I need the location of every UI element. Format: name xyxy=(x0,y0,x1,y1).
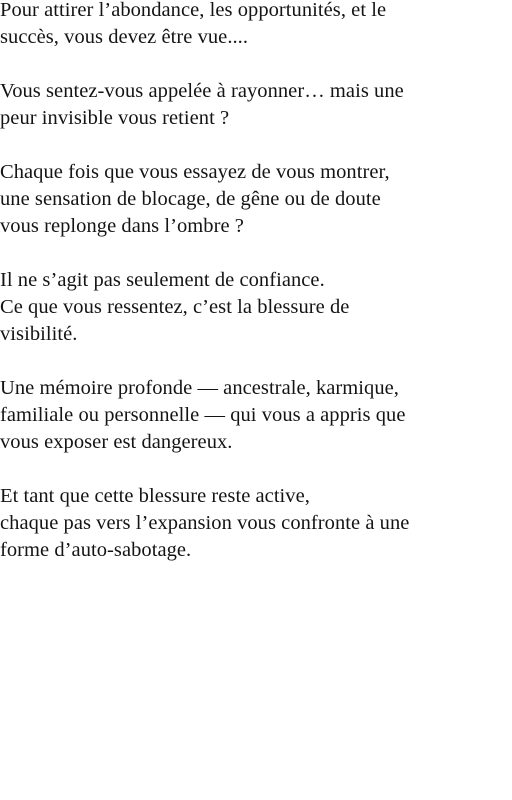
text-line: vous replonge dans l’ombre ? xyxy=(0,215,244,237)
text-line: Vous sentez-vous appelée à rayonner… mais une xyxy=(0,80,404,102)
text-line: Il ne s’agit pas seulement de confiance. xyxy=(0,269,325,291)
paragraph-visibility-wound xyxy=(0,267,512,348)
paragraph-abundance xyxy=(0,0,512,51)
text-line: Une mémoire profonde — ancestrale, karmique, xyxy=(0,377,399,399)
text-line: Et tant que cette blessure reste active, xyxy=(0,485,310,507)
text-line: Ce que vous ressentez, c’est la blessure de xyxy=(0,296,350,318)
text-line: vous exposer est dangereux. xyxy=(0,431,233,453)
paragraph-calling xyxy=(0,78,512,132)
text-line: visibilité. xyxy=(0,323,78,345)
text-line: succès, vous devez être vue.... xyxy=(0,26,249,48)
text-line: Pour attirer l’abondance, les opportunités, et le xyxy=(0,0,387,21)
text-line: forme d’auto-sabotage. xyxy=(0,539,192,561)
paragraph-self-sabotage xyxy=(0,483,512,564)
paragraph-memory xyxy=(0,375,512,456)
text-line: une sensation de blocage, de gêne ou de doute xyxy=(0,188,381,210)
text-line: familiale ou personnelle — qui vous a appris que xyxy=(0,404,406,426)
paragraph-blockage xyxy=(0,159,512,240)
text-line: peur invisible vous retient ? xyxy=(0,107,230,129)
text-line: chaque pas vers l’expansion vous confronte à une xyxy=(0,512,410,534)
text-line: Chaque fois que vous essayez de vous montrer, xyxy=(0,161,390,183)
